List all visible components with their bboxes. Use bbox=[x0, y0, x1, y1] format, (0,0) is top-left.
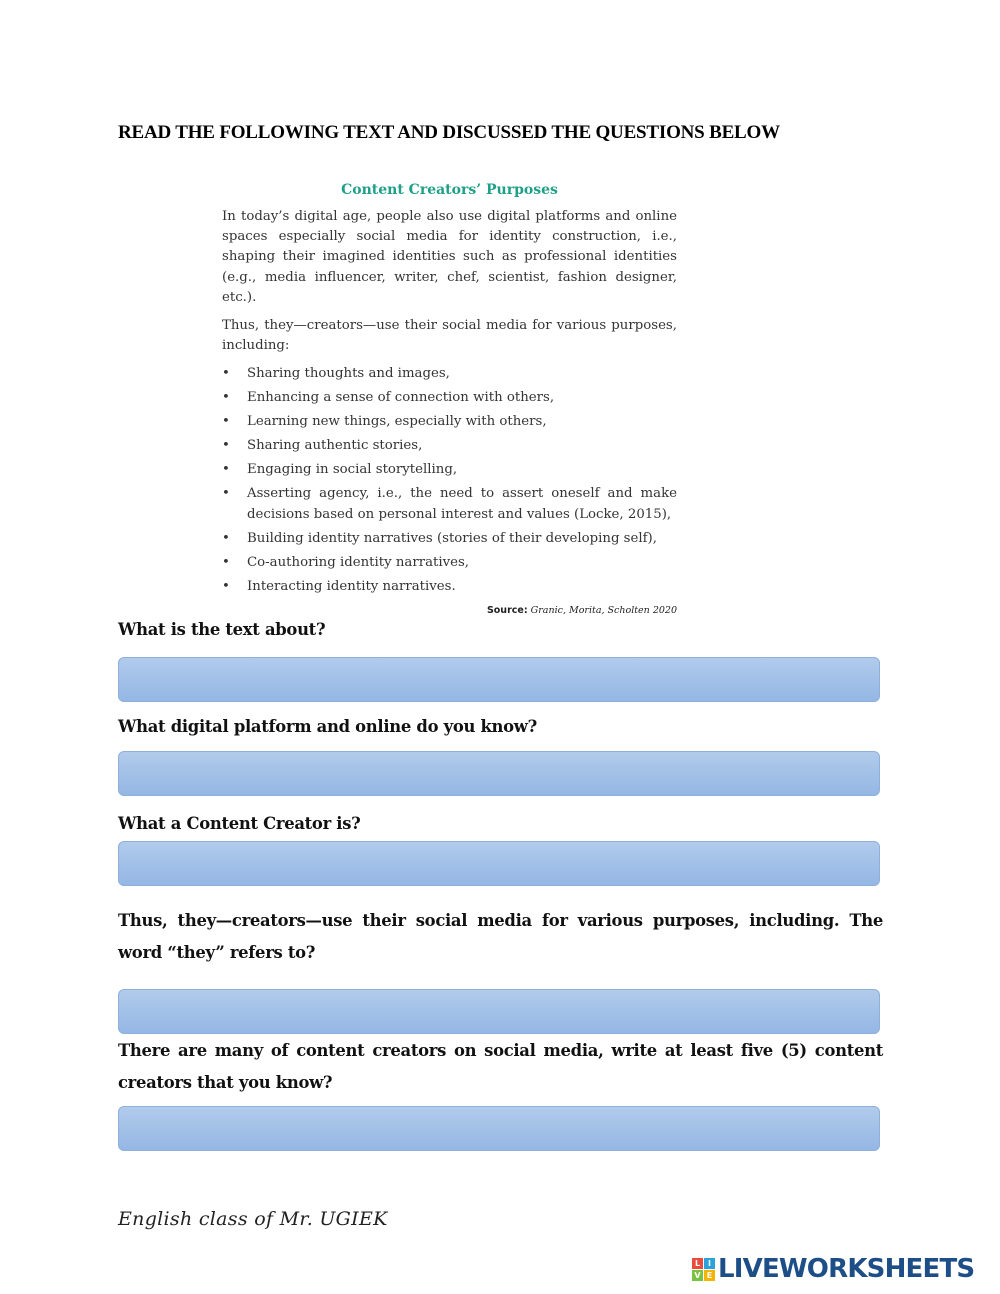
source-label: Source: bbox=[486, 604, 528, 616]
list-item: • Sharing thoughts and images, bbox=[222, 364, 677, 384]
logo-tile: V bbox=[692, 1270, 703, 1281]
article-paragraph: Thus, they—creators—use their social media for various purposes, including: bbox=[222, 318, 677, 354]
article-paragraph: In today’s digital age, people also use digital platforms and online spaces especially social media for identity construction, i.e., shaping their imagined identities such as professional identities (e.g., media influencer, writer, chef, scientist, fashion designer, etc.). bbox=[222, 209, 677, 305]
list-item: • Co-authoring identity narratives, bbox=[222, 553, 677, 573]
logo-tile: I bbox=[704, 1258, 715, 1269]
logo-tile: E bbox=[704, 1270, 715, 1281]
instruction-heading: READ THE FOLLOWING TEXT AND DISCUSSED THE QUESTIONS BELOW bbox=[118, 122, 780, 143]
list-item: • Asserting agency, i.e., the need to assert oneself and make decisions based on personal interest and values (Locke, 2015), bbox=[222, 484, 677, 524]
answer-input-3[interactable] bbox=[118, 841, 880, 886]
source-authors: Granic, Morita, Scholten 2020 bbox=[530, 604, 677, 616]
live-logo-icon bbox=[692, 1258, 715, 1281]
list-item: • Enhancing a sense of connection with others, bbox=[222, 388, 677, 408]
question-5: There are many of content creators on social media, write at least five (5) content creators that you know? bbox=[118, 1041, 883, 1092]
question-4: Thus, they—creators—use their social media for various purposes, including. The word “they” refers to? bbox=[118, 911, 883, 962]
article-image bbox=[222, 182, 677, 616]
question-3: What a Content Creator is? bbox=[118, 814, 361, 833]
footer-signature: English class of Mr. UGIEK bbox=[118, 1208, 388, 1230]
brand-name: LIVEWORKSHEETS bbox=[718, 1254, 975, 1284]
answer-input-1[interactable] bbox=[118, 657, 880, 702]
liveworksheets-logo bbox=[692, 1253, 974, 1285]
answer-input-5[interactable] bbox=[118, 1106, 880, 1151]
logo-tile: L bbox=[692, 1258, 703, 1269]
list-item: • Learning new things, especially with others, bbox=[222, 412, 677, 432]
list-item: • Engaging in social storytelling, bbox=[222, 460, 677, 480]
article-title: Content Creators’ Purposes bbox=[341, 182, 558, 198]
list-item: • Interacting identity narratives. bbox=[222, 577, 677, 597]
answer-input-2[interactable] bbox=[118, 751, 880, 796]
purpose-list bbox=[222, 364, 677, 596]
question-2: What digital platform and online do you know? bbox=[118, 717, 537, 736]
answer-input-4[interactable] bbox=[118, 989, 880, 1034]
question-1: What is the text about? bbox=[118, 620, 326, 639]
list-item: • Building identity narratives (stories of their developing self), bbox=[222, 529, 677, 549]
list-item: • Sharing authentic stories, bbox=[222, 436, 677, 456]
